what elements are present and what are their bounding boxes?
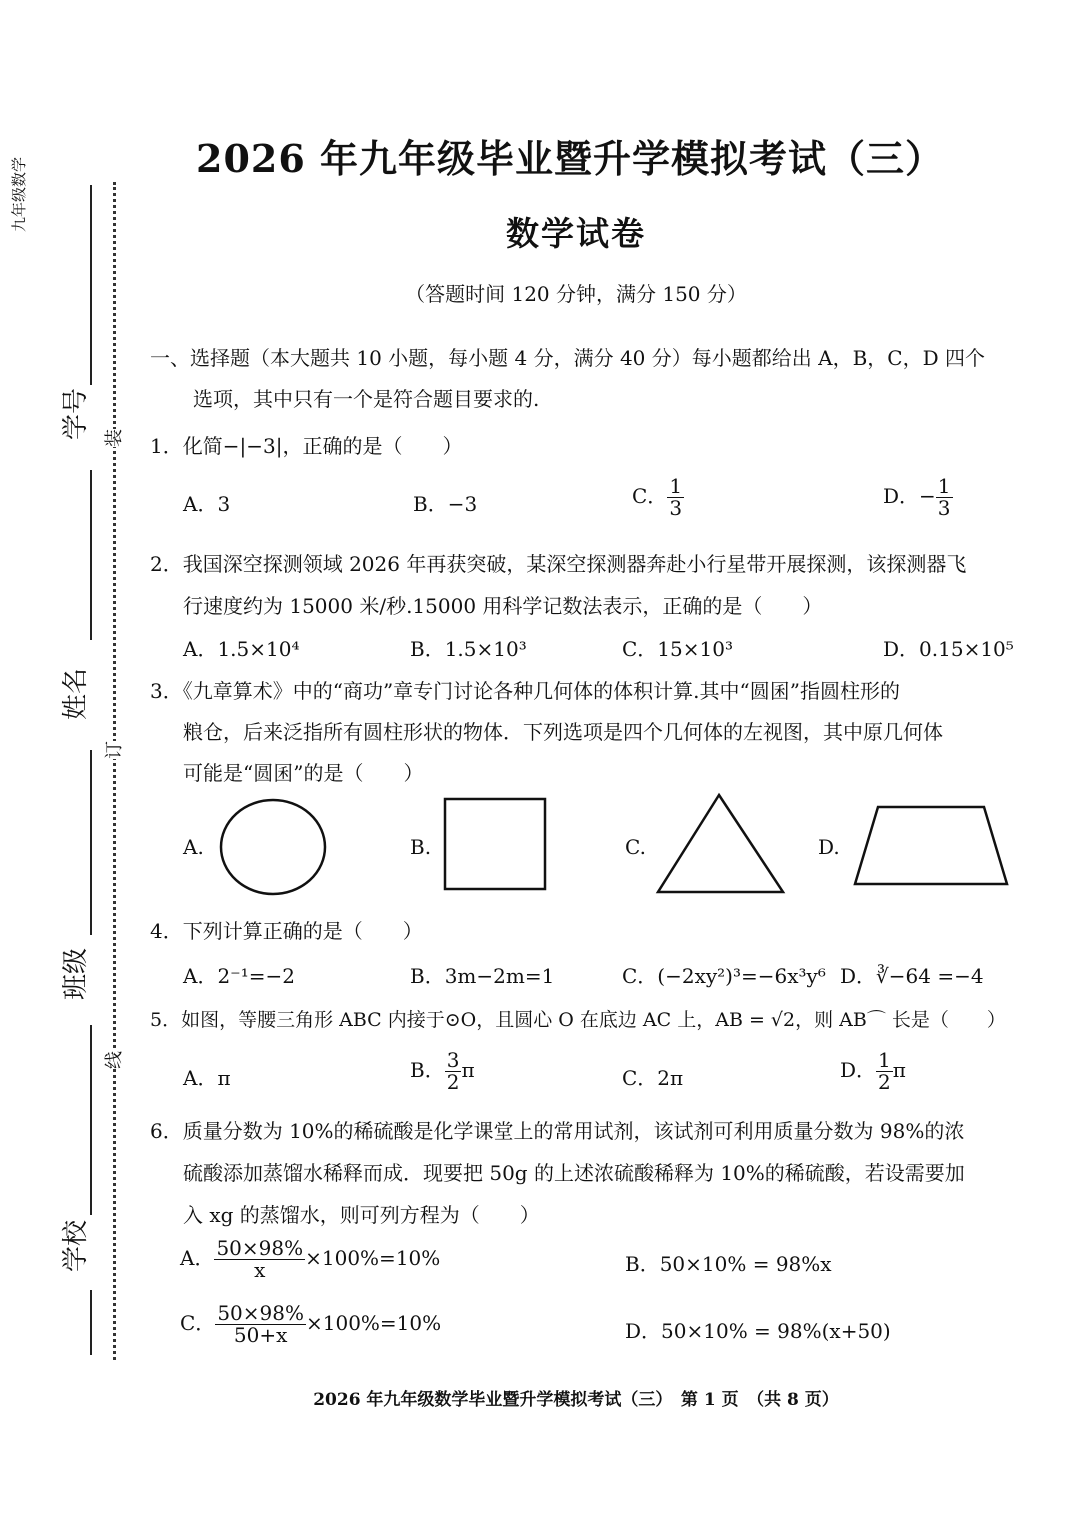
class-label: 班级 [61, 947, 91, 1000]
q1-option-b: B．−3 [413, 492, 478, 516]
q2-option-a: A．1.5×10⁴ [183, 637, 300, 661]
q2-option-c: C．15×10³ [622, 637, 733, 661]
question-3-line3: 可能是“圆囷”的是（ ） [183, 761, 424, 785]
q4-option-c: C．(−2xy²)³=−6x³y⁶ [622, 964, 826, 988]
q3-option-c: C. [625, 835, 646, 859]
q5-option-a: A．π [183, 1066, 231, 1090]
q5-option-d: D． $\frac{1}{2}$ π [840, 1048, 906, 1094]
q1-option-a: A．3 [183, 492, 231, 516]
seal-dotted-line [113, 182, 116, 1360]
school-label: 学校 [61, 1219, 91, 1272]
corner-subject-tag: 九年级数学 [10, 156, 28, 232]
seal-char-bind: 装 [100, 429, 126, 447]
triangle-view-figure [655, 792, 787, 896]
q3-option-a: A. [183, 835, 204, 859]
section-heading-cont: 选项，其中只有一个是符合题目要求的. [193, 387, 540, 411]
question-5-stem: 5．如图，等腰三角形 ABC 内接于⊙O，且圆心 O 在底边 AC 上，AB = √2，则 AB⌒ 长是（ ） [150, 1009, 1006, 1031]
question-1-stem: 1．化简−|−3|，正确的是（ ） [150, 434, 463, 458]
q4-option-d: D．∛−64 =−4 [840, 964, 984, 988]
time-note: （答题时间 120 分钟，满分 150 分） [405, 282, 747, 306]
circle-view-figure [218, 796, 330, 898]
q3-option-d: D. [818, 835, 840, 859]
q4-option-b: B．3m−2m=1 [410, 964, 555, 988]
question-3-line2: 粮仓，后来泛指所有圆柱形状的物体．下列选项是四个几何体的左视图，其中原几何体 [183, 720, 943, 744]
exam-title: 2026 年九年级毕业暨升学模拟考试（三） [196, 136, 944, 181]
q5-option-c: C．2π [622, 1066, 684, 1090]
name-label: 姓名 [61, 667, 91, 720]
question-3-line1: 3．《九章算术》中的“商功”章专门讨论各种几何体的体积计算.其中“圆囷”指圆柱形的 [150, 679, 900, 703]
q3-option-b: B. [410, 835, 432, 859]
seal-char-order: 订 [100, 741, 126, 759]
question-2-line1: 2．我国深空探测领域 2026 年再获突破，某深空探测器奔赴小行星带开展探测，该探测器飞 [150, 552, 967, 576]
question-6-line2: 硫酸添加蒸馏水稀释而成．现要把 50g 的上述浓硫酸稀释为 10%的稀硫酸，若设需要加 [183, 1161, 965, 1185]
binding-line [90, 1290, 92, 1355]
question-4-stem: 4．下列计算正确的是（ ） [150, 919, 423, 943]
q2-option-d: D．0.15×10⁵ [883, 637, 1014, 661]
q6-option-c: C． $\frac{50\times 98\%}{50+x}$ ×100%=10% [180, 1301, 442, 1347]
seal-char-line: 线 [100, 1051, 126, 1069]
trapezoid-view-figure [852, 804, 1012, 888]
section-heading: 一、选择题（本大题共 10 小题，每小题 4 分，满分 40 分）每小题都给出 A，B，C，D 四个 [150, 346, 985, 370]
question-6-line1: 6．质量分数为 10%的稀硫酸是化学课堂上的常用试剂，该试剂可利用质量分数为 98%的浓 [150, 1119, 965, 1143]
square-view-figure [443, 797, 549, 893]
question-6-line3: 入 xg 的蒸馏水，则可列方程为（ ） [183, 1203, 540, 1227]
q6-option-d: D．50×10% = 98%(x+50) [625, 1319, 891, 1343]
binding-line [90, 750, 92, 935]
student-id-label: 学号 [61, 387, 91, 440]
binding-line [90, 470, 92, 640]
binding-line [90, 1025, 92, 1215]
page-footer: 2026 年九年级数学毕业暨升学模拟考试（三） 第 1 页 （共 8 页） [313, 1390, 839, 1410]
q6-option-b: B．50×10% = 98%x [625, 1252, 832, 1276]
q6-option-a: A． $\frac{50\times 98\%}{x}$ ×100%=10% [180, 1236, 441, 1282]
q2-option-b: B．1.5×10³ [410, 637, 527, 661]
exam-subtitle: 数学试卷 [506, 214, 646, 253]
question-2-line2: 行速度约为 15000 米/秒.15000 用科学记数法表示，正确的是（ ） [183, 594, 823, 618]
q1-option-c: C． $\frac{1}{3}$ [632, 474, 683, 520]
q1-option-d: D．− $\frac{1}{3}$ [883, 474, 951, 520]
q4-option-a: A．2⁻¹=−2 [183, 964, 295, 988]
q5-option-b: B． $\frac{3}{2}$ π [410, 1048, 475, 1094]
